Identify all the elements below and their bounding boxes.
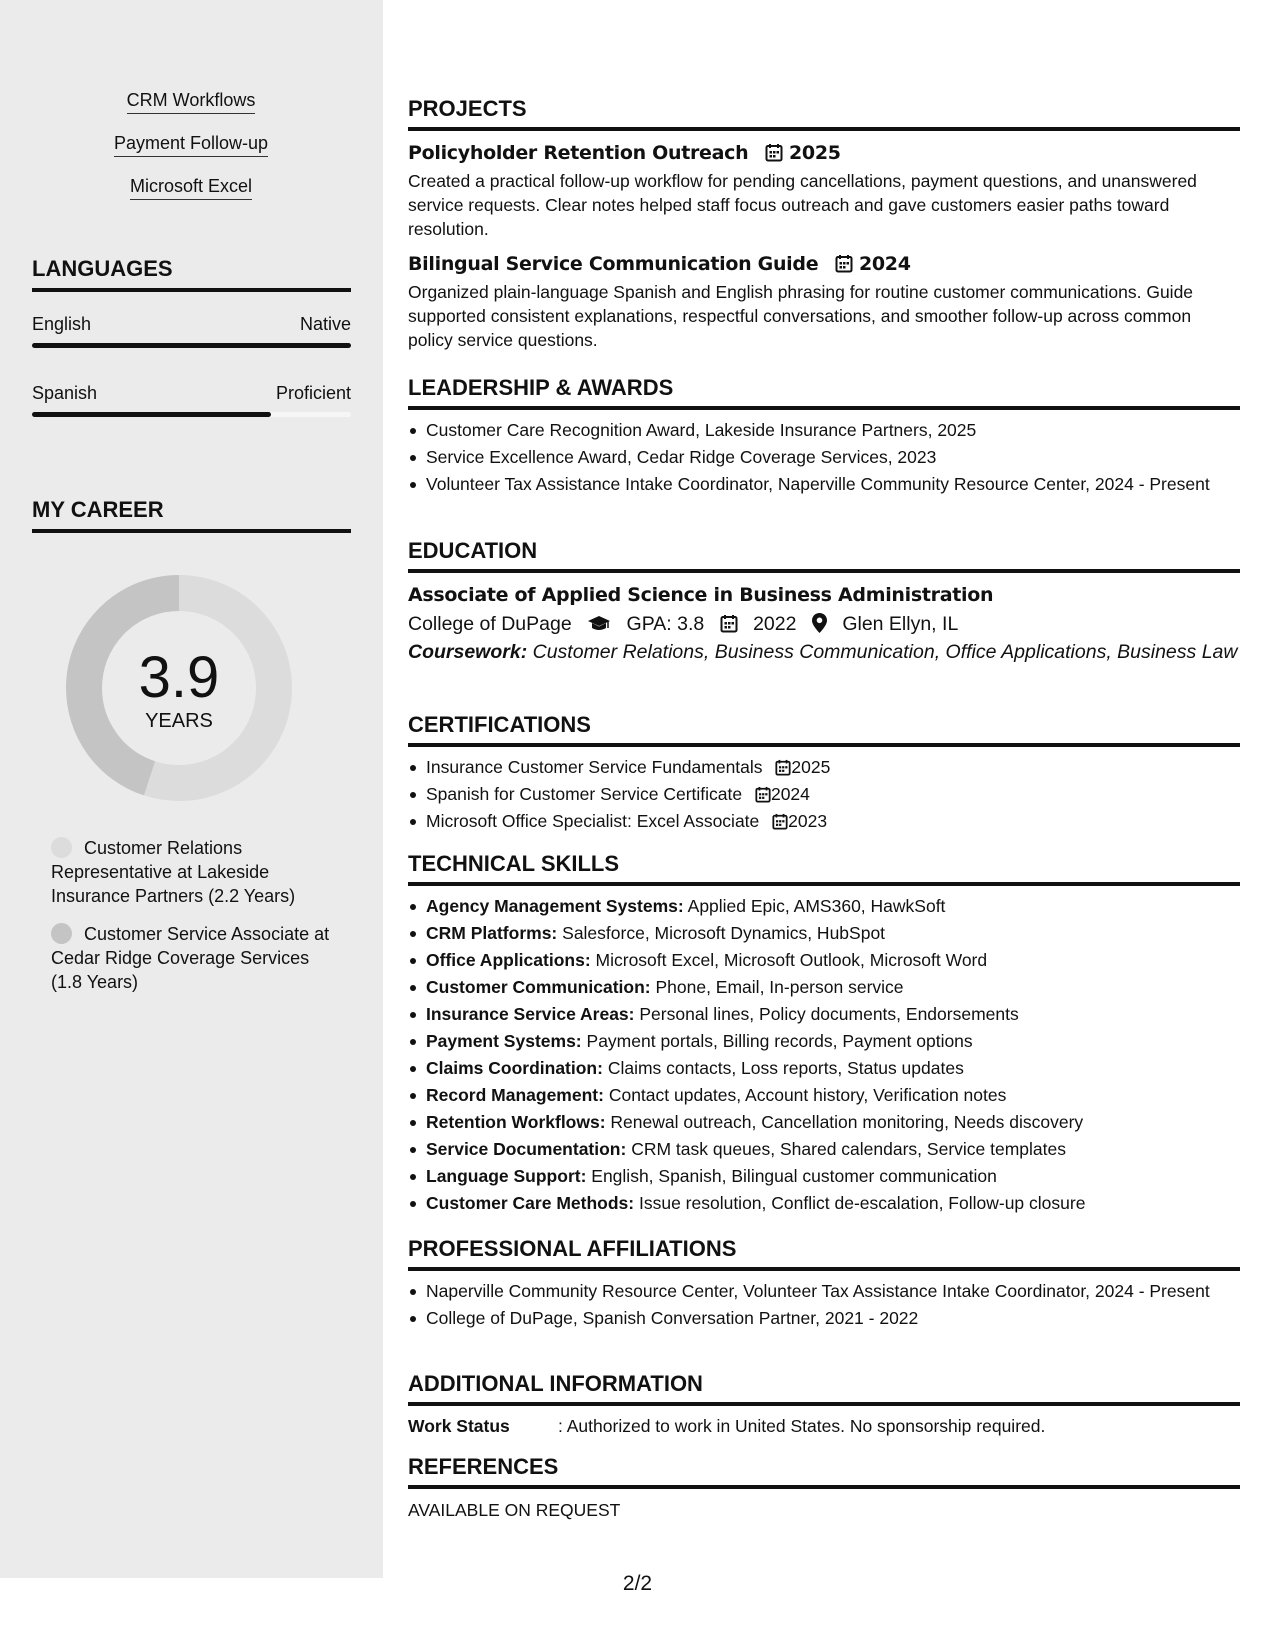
project-name: Bilingual Service Communication Guide bbox=[408, 253, 819, 275]
coursework bbox=[408, 640, 1240, 664]
project-title bbox=[408, 251, 1240, 277]
certifications-list bbox=[408, 755, 1240, 833]
work-status-label: Work Status bbox=[408, 1416, 510, 1436]
calendar-icon bbox=[755, 786, 771, 803]
coursework-list: Customer Relations, Business Communication, Office Applications, Business Law bbox=[532, 641, 1238, 663]
career-legend-dot bbox=[51, 837, 72, 858]
career-heading: MY CAREER bbox=[32, 497, 351, 533]
section-title: LEADERSHIP & AWARDS bbox=[408, 375, 1240, 410]
leadership-list bbox=[408, 418, 1240, 496]
skill-item: Retention Workflows: Renewal outreach, Cancellation monitoring, Needs discovery bbox=[408, 1110, 1240, 1135]
skill-item: Service Documentation: CRM task queues, Shared calendars, Service templates bbox=[408, 1137, 1240, 1162]
language-name: Spanish bbox=[32, 383, 98, 403]
language-bar-english bbox=[32, 343, 351, 348]
skill-tags bbox=[32, 88, 350, 217]
language-row-spanish bbox=[32, 382, 351, 404]
project-description: Organized plain-language Spanish and English phrasing for routine customer communications. Guide supported consistent explanations, respectful conversations, and smoother follow-up across common policy service questions. bbox=[408, 282, 1194, 350]
education-details bbox=[408, 610, 1240, 638]
language-bar-fill bbox=[32, 412, 271, 417]
career-item-text: Customer Relations Representative at Lakeside Insurance Partners (2.2 Years) bbox=[51, 838, 296, 906]
list-item: College of DuPage, Spanish Conversation Partner, 2021 - 2022 bbox=[408, 1306, 1240, 1330]
gpa: GPA: 3.8 bbox=[626, 613, 705, 635]
project-title bbox=[408, 140, 1240, 166]
skill-tag[interactable]: CRM Workflows bbox=[127, 88, 256, 114]
calendar-icon bbox=[835, 254, 853, 273]
coursework-label: Coursework: bbox=[408, 641, 528, 663]
language-name: English bbox=[32, 314, 92, 334]
list-item: Insurance Customer Service Fundamentals 2025 bbox=[408, 755, 1240, 779]
affiliations-section bbox=[408, 1236, 1240, 1333]
calendar-icon bbox=[775, 759, 791, 776]
location-pin-icon bbox=[812, 613, 827, 633]
certifications-section bbox=[408, 712, 1240, 836]
work-status-value: : Authorized to work in United States. No sponsorship required. bbox=[558, 1416, 1046, 1436]
list-item: Volunteer Tax Assistance Intake Coordinator, Naperville Community Resource Center, 2024 - Present bbox=[408, 472, 1240, 496]
graduation-year: 2022 bbox=[753, 613, 797, 635]
degree-title: Associate of Applied Science in Business Administration bbox=[408, 584, 994, 606]
skill-item: Insurance Service Areas: Personal lines, Policy documents, Endorsements bbox=[408, 1002, 1240, 1027]
technical-skills-section bbox=[408, 851, 1240, 1218]
skill-item: Record Management: Contact updates, Account history, Verification notes bbox=[408, 1083, 1240, 1108]
leadership-section bbox=[408, 375, 1240, 499]
school-location: Glen Ellyn, IL bbox=[842, 613, 959, 635]
skill-item: Agency Management Systems: Applied Epic, AMS360, HawkSoft bbox=[408, 894, 1240, 919]
career-item bbox=[51, 922, 341, 994]
project-description: Created a practical follow-up workflow for pending cancellations, payment questions, and unanswered service requests. Clear notes helped staff focus outreach and gave customers easier paths toward resolution. bbox=[408, 171, 1197, 239]
list-item: Spanish for Customer Service Certificate 2024 bbox=[408, 782, 1240, 806]
language-level: Native bbox=[299, 314, 351, 334]
skill-item: Customer Care Methods: Issue resolution, Conflict de-escalation, Follow-up closure bbox=[408, 1191, 1240, 1216]
language-level: Proficient bbox=[275, 383, 351, 403]
project-name: Policyholder Retention Outreach bbox=[408, 142, 749, 164]
education-section bbox=[408, 538, 1240, 664]
skill-item: Customer Communication: Phone, Email, In-person service bbox=[408, 975, 1240, 1000]
calendar-icon bbox=[765, 143, 783, 162]
career-total-unit: YEARS bbox=[145, 710, 213, 732]
skill-item: Office Applications: Microsoft Excel, Microsoft Outlook, Microsoft Word bbox=[408, 948, 1240, 973]
skill-item: Payment Systems: Payment portals, Billing records, Payment options bbox=[408, 1029, 1240, 1054]
section-title: PROJECTS bbox=[408, 96, 1240, 131]
page-number: 2/2 bbox=[622, 1572, 653, 1595]
languages-heading: LANGUAGES bbox=[32, 256, 351, 292]
list-item: Customer Care Recognition Award, Lakeside Insurance Partners, 2025 bbox=[408, 418, 1240, 442]
section-title: TECHNICAL SKILLS bbox=[408, 851, 1240, 886]
skill-tag[interactable]: Microsoft Excel bbox=[130, 174, 252, 200]
technical-skills-list bbox=[408, 894, 1240, 1216]
additional-information-section bbox=[408, 1371, 1240, 1438]
career-item-text: Customer Service Associate at Cedar Ridge Coverage Services (1.8 Years) bbox=[51, 924, 330, 992]
language-bar-fill bbox=[32, 343, 351, 348]
career-total-value: 3.9 bbox=[138, 645, 220, 710]
section-title: ADDITIONAL INFORMATION bbox=[408, 1371, 1240, 1406]
work-status-row bbox=[408, 1414, 1240, 1438]
calendar-icon bbox=[720, 614, 738, 633]
section-title: REFERENCES bbox=[408, 1454, 1240, 1489]
section-title: EDUCATION bbox=[408, 538, 1240, 573]
references-text: AVAILABLE ON REQUEST bbox=[408, 1500, 621, 1520]
career-legend-dot bbox=[51, 923, 72, 944]
skill-item: Claims Coordination: Claims contacts, Loss reports, Status updates bbox=[408, 1056, 1240, 1081]
project-year: 2025 bbox=[765, 142, 841, 164]
list-item: Naperville Community Resource Center, Volunteer Tax Assistance Intake Coordinator, 2024 - Present bbox=[408, 1279, 1240, 1303]
section-title: PROFESSIONAL AFFILIATIONS bbox=[408, 1236, 1240, 1271]
skill-item: CRM Platforms: Salesforce, Microsoft Dynamics, HubSpot bbox=[408, 921, 1240, 946]
affiliations-list bbox=[408, 1279, 1240, 1330]
section-title: CERTIFICATIONS bbox=[408, 712, 1240, 747]
calendar-icon bbox=[772, 813, 788, 830]
career-item bbox=[51, 836, 341, 908]
skill-tag[interactable]: Payment Follow-up bbox=[114, 131, 268, 157]
list-item: Service Excellence Award, Cedar Ridge Coverage Services, 2023 bbox=[408, 445, 1240, 469]
references-section bbox=[408, 1454, 1240, 1522]
language-row-english bbox=[32, 313, 351, 335]
projects-section bbox=[408, 96, 1240, 352]
graduation-cap-icon bbox=[587, 615, 611, 633]
list-item: Microsoft Office Specialist: Excel Associate 2023 bbox=[408, 809, 1240, 833]
language-bar-spanish bbox=[32, 412, 351, 417]
school-name: College of DuPage bbox=[408, 613, 572, 635]
project-year: 2024 bbox=[835, 253, 911, 275]
skill-item: Language Support: English, Spanish, Bilingual customer communication bbox=[408, 1164, 1240, 1189]
